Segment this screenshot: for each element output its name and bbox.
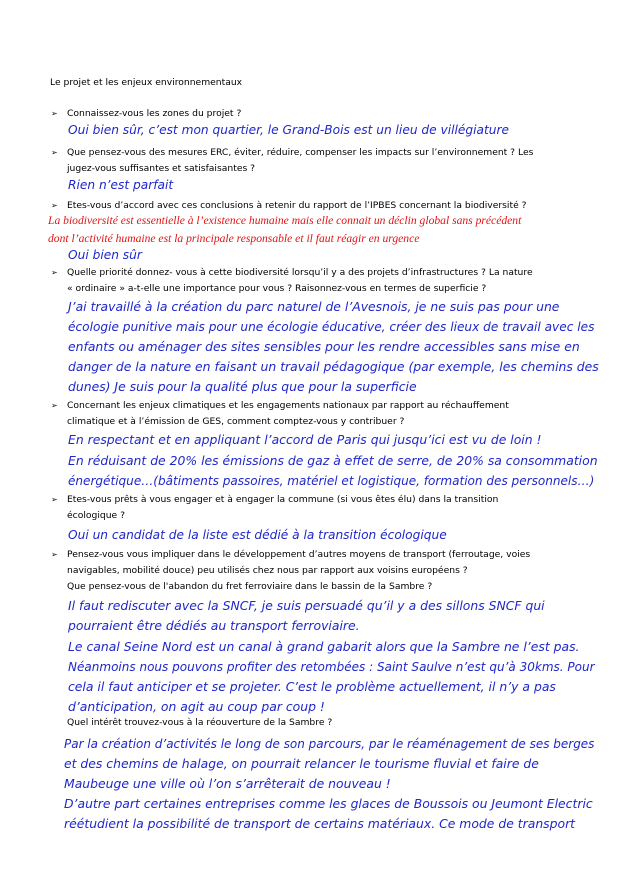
page-title: Le projet et les enjeux environnementaux <box>50 77 243 88</box>
answer-transport-line4: Néanmoins nous pouvons profiter des retombées : Saint Saulve n’est qu’à 30kms. Pour <box>68 660 595 674</box>
answer-biodiversity-line1: J’ai travaillé à la création du parc naturel de l’Avesnois, je ne suis pas pour une <box>68 299 560 314</box>
question-transport-line2: navigables, mobilité douce) peu utilisés chez nous par rapport aux voisins européens ? <box>67 565 468 576</box>
answer-erc: Rien n’est parfait <box>68 178 174 192</box>
answer-biodiversity-line3: enfants ou aménager des sites sensibles pour les rendre accessibles sans mise en <box>68 339 580 354</box>
answer-climate-line3: énergétique…(bâtiments passoires, matériel et logistique, formation des personnels…) <box>68 474 595 488</box>
question-transport-line1: Pensez-vous vous impliquer dans le développement d’autres moyens de transport (ferroutage, voies <box>67 549 531 560</box>
question-biodiversity-line1: Quelle priorité donnez- vous à cette biodiversité lorsqu’il y a des projets d’infrastructures ? La nature <box>67 267 533 278</box>
answer-sambre-line5: réétudient la possibilité de transport de certains matériaux. Ce mode de transport <box>64 816 576 831</box>
question-biodiversity-line2: « ordinaire » a-t-elle une importance pour vous ? Raisonnez-vous en termes de superficie ? <box>67 283 487 294</box>
answer-climate-line1: En respectant et en appliquant l’accord de Paris qui jusqu’ici est vu de loin ! <box>68 432 542 447</box>
answer-transition: Oui un candidat de la liste est dédié à la transition écologique <box>68 528 447 542</box>
answer-zones: Oui bien sûr, c’est mon quartier, le Grand-Bois est un lieu de villégiature <box>68 123 509 137</box>
bullet-arrow-icon: ➢ <box>51 550 58 559</box>
answer-transport-line1: Il faut rediscuter avec la SNCF, je suis persuadé qu’il y a des sillons SNCF qui <box>68 598 545 613</box>
answer-biodiversity-line5: dunes) Je suis pour la qualité plus que pour la superficie <box>68 379 417 394</box>
answer-transport-line3: Le canal Seine Nord est un canal à grand gabarit alors que la Sambre ne l’est pas. <box>68 639 580 654</box>
answer-transport-line2: pourraient être dédiés au transport ferroviaire. <box>68 618 360 633</box>
answer-ipbes: Oui bien sûr <box>68 248 142 262</box>
bullet-arrow-icon: ➢ <box>51 401 58 410</box>
bullet-arrow-icon: ➢ <box>51 268 58 277</box>
answer-transport-line5: cela il faut anticiper et se projeter. C’est le problème actuellement, il n’y a pas <box>68 679 556 694</box>
question-ipbes: Etes-vous d’accord avec ces conclusions à retenir du rapport de l’IPBES concernant la biodiversité ? <box>67 200 527 211</box>
ipbes-conclusion-line2: dont l’activité humaine est la principale responsable et il faut réagir en urgence <box>48 232 420 245</box>
question-erc-line1: Que pensez-vous des mesures ERC, éviter, réduire, compenser les impacts sur l’environnement ? Les <box>67 147 534 158</box>
question-fret-line: Que pensez-vous de l'abandon du fret ferroviaire dans le bassin de la Sambre ? <box>67 581 433 592</box>
answer-sambre-line4: D’autre part certaines entreprises comme les glaces de Boussois ou Jeumont Electric <box>64 796 593 811</box>
question-transition-line2: écologique ? <box>67 510 125 521</box>
answer-sambre-line2: et des chemins de halage, on pourrait relancer le tourisme fluvial et faire de <box>64 756 539 771</box>
answer-biodiversity-line4: danger de la nature en faisant un travail pédagogique (par exemple, les chemins des <box>68 359 599 374</box>
question-transition-line1: Etes-vous prêts à vous engager et à engager la commune (si vous êtes élu) dans la transition <box>67 494 499 505</box>
bullet-arrow-icon: ➢ <box>51 148 58 157</box>
bullet-arrow-icon: ➢ <box>51 201 58 210</box>
answer-biodiversity-line2: écologie punitive mais pour une écologie éducative, créer des lieux de travail avec les <box>68 320 595 334</box>
question-climate-line1: Concernant les enjeux climatiques et les engagements nationaux par rapport au réchauffement <box>67 400 509 411</box>
answer-sambre-line3: Maubeuge une ville où l’on s’arrêterait de nouveau ! <box>64 776 391 791</box>
question-sambre: Quel intérêt trouvez-vous à la réouverture de la Sambre ? <box>67 717 333 728</box>
question-erc-line2: jugez-vous suffisantes et satisfaisantes ? <box>67 163 256 174</box>
answer-climate-line2: En réduisant de 20% les émissions de gaz à effet de serre, de 20% sa consommation <box>68 453 598 468</box>
answer-transport-line6: d’anticipation, on agit au coup par coup ! <box>68 699 325 714</box>
question-zones: Connaissez-vous les zones du projet ? <box>67 108 242 119</box>
question-climate-line2: climatique et à l’émission de GES, comment comptez-vous y contribuer ? <box>67 416 405 427</box>
bullet-arrow-icon: ➢ <box>51 109 58 118</box>
bullet-arrow-icon: ➢ <box>51 495 58 504</box>
answer-sambre-line1: Par la création d’activités le long de son parcours, par le réaménagement de ses berges <box>64 737 595 751</box>
ipbes-conclusion-line1: La biodiversité est essentielle à l’existence humaine mais elle connait un déclin global sans précédent <box>48 214 522 227</box>
